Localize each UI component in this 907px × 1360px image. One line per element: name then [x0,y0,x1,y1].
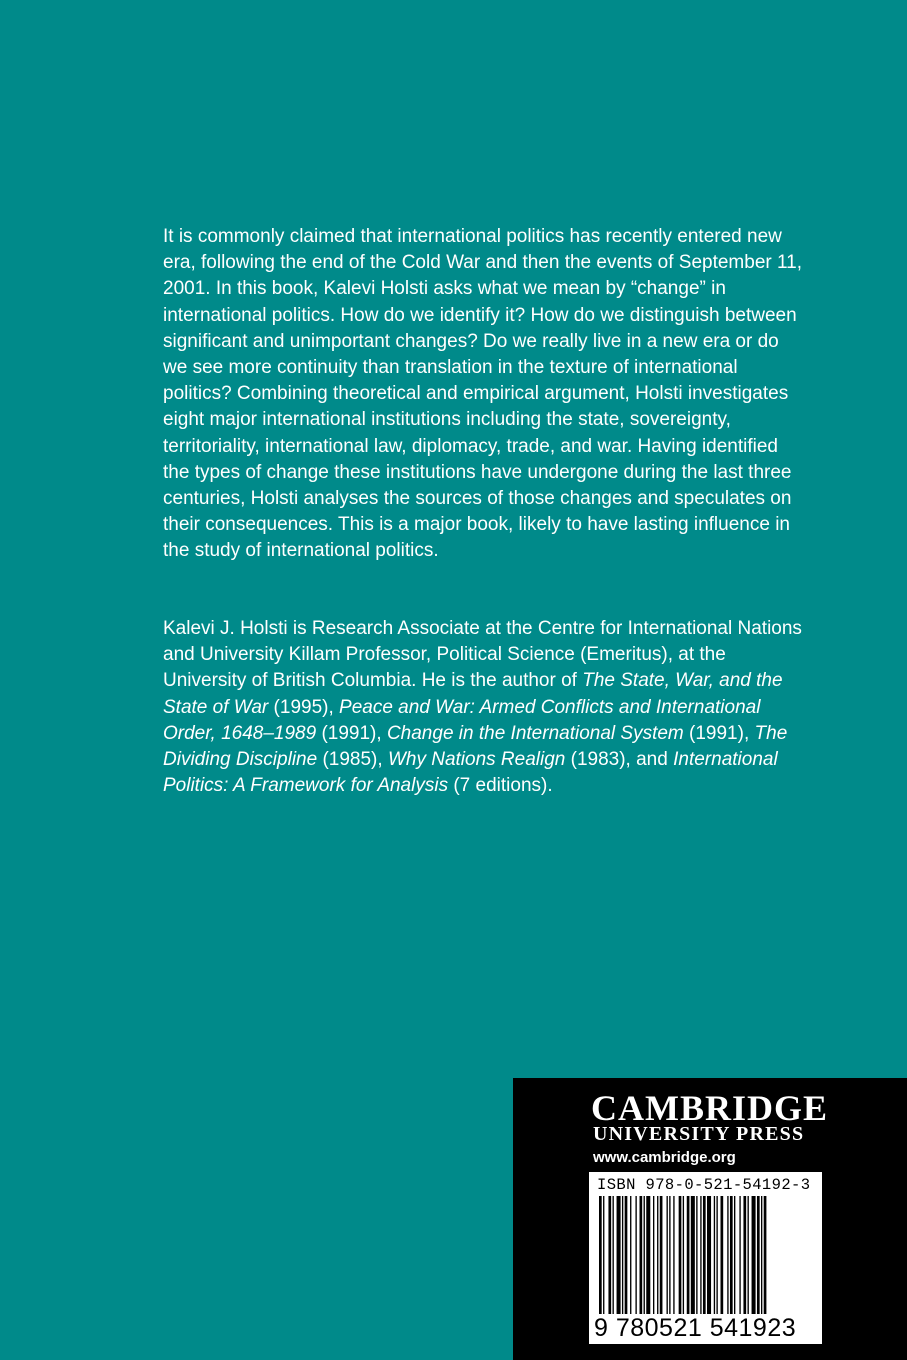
bio-book-title: Why Nations Realign [387,749,566,771]
barcode-bar [617,1196,621,1314]
barcode-bar [622,1196,623,1314]
bio-book-title: The State, War, and the State of War [163,670,783,718]
barcode-bar [646,1196,650,1314]
barcode-bars-icon [597,1196,814,1316]
blurb-paragraph: It is commonly claimed that international politics has recently entered new era, following the end of the Cold War and then the events of September 11, 2001. In this book, Kalevi Holsti asks what we mean by “change” in international politics. How do we identify it? How do we distinguish between significant and unimportant changes? Do we really live in a new era or do we see more continuity than translation in the texture of international politics? Combining theoretical and empirical argument, Holsti investigates eight major international institutions including the state, sovereignty, territoriality, international law, diplomacy, trade, and war. Having identified the types of change these institutions have undergone during the last three centuries, Holsti analyses the sources of those changes and speculates on their consequences. This is a major book, likely to have lasting influence in the study of international politics. [163,226,803,562]
barcode-bar [679,1196,682,1314]
barcode-bar [748,1196,749,1314]
blurb-text [163,224,803,565]
bio-year: (1985), [317,749,388,771]
barcode-bar [603,1196,604,1314]
barcode-bar [721,1196,724,1314]
barcode-bar [608,1196,611,1314]
barcode-bar [691,1196,695,1314]
bio-book-title: Peace and War: Armed Conflicts and International Order, 1648–1989 [163,696,761,744]
bio-year: (1991), [316,722,387,744]
barcode-bar [727,1196,728,1314]
bio-year: (1995), [268,696,340,718]
bio-year: (7 editions). [448,775,553,797]
bio-book-title: Change in the International System [386,722,684,744]
barcode-bar [761,1196,762,1314]
barcode-bar [613,1196,614,1314]
bio-book-title: International Politics: A Framework for Analysis [163,749,778,797]
bio-intro: Kalevi J. Holsti is Research Associate at the Centre for International Nations and University Killam Professor, Political Science (Emeritus), at the University of British Columbia. He is the author of [163,618,802,692]
barcode-bar [739,1196,740,1314]
publisher-subtitle: UNIVERSITY PRESS [593,1123,805,1145]
barcode-bar [660,1196,663,1314]
bio-year: (1991), [683,722,755,744]
publisher-name: CAMBRIDGE [591,1088,829,1128]
barcode-bar [716,1196,717,1314]
barcode-bar [743,1196,746,1314]
barcode-bar [757,1196,760,1314]
barcode-bar [599,1196,602,1314]
barcode-bar [687,1196,690,1314]
barcode-bar [640,1196,643,1314]
barcode-bar [644,1196,645,1314]
bio-book-title: The Dividing Discipline [163,722,788,771]
ean-digits: 9 780521 541923 [594,1314,797,1342]
barcode-bar [669,1196,670,1314]
barcode-bar [730,1196,733,1314]
bio-year: (1983), and [565,749,674,771]
publisher-url: www.cambridge.org [593,1149,736,1166]
barcode-bar [703,1196,706,1314]
barcode-bar [625,1196,628,1314]
barcode-bar [700,1196,701,1314]
barcode-bar [667,1196,668,1314]
author-bio [163,616,803,799]
barcode [589,1172,822,1344]
barcode-bar [673,1196,674,1314]
barcode-bar [764,1196,767,1314]
barcode-bar [752,1196,756,1314]
barcode-bar [707,1196,711,1314]
barcode-bar [653,1196,654,1314]
barcode-bar [630,1196,631,1314]
isbn-label: ISBN 978-0-521-54192-3 [597,1176,811,1194]
barcode-bar [683,1196,684,1314]
barcode-bar [714,1196,715,1314]
barcode-bar [696,1196,697,1314]
barcode-bar [734,1196,735,1314]
barcode-bar [657,1196,658,1314]
publisher-panel [513,1078,907,1360]
barcode-bar [635,1196,636,1314]
